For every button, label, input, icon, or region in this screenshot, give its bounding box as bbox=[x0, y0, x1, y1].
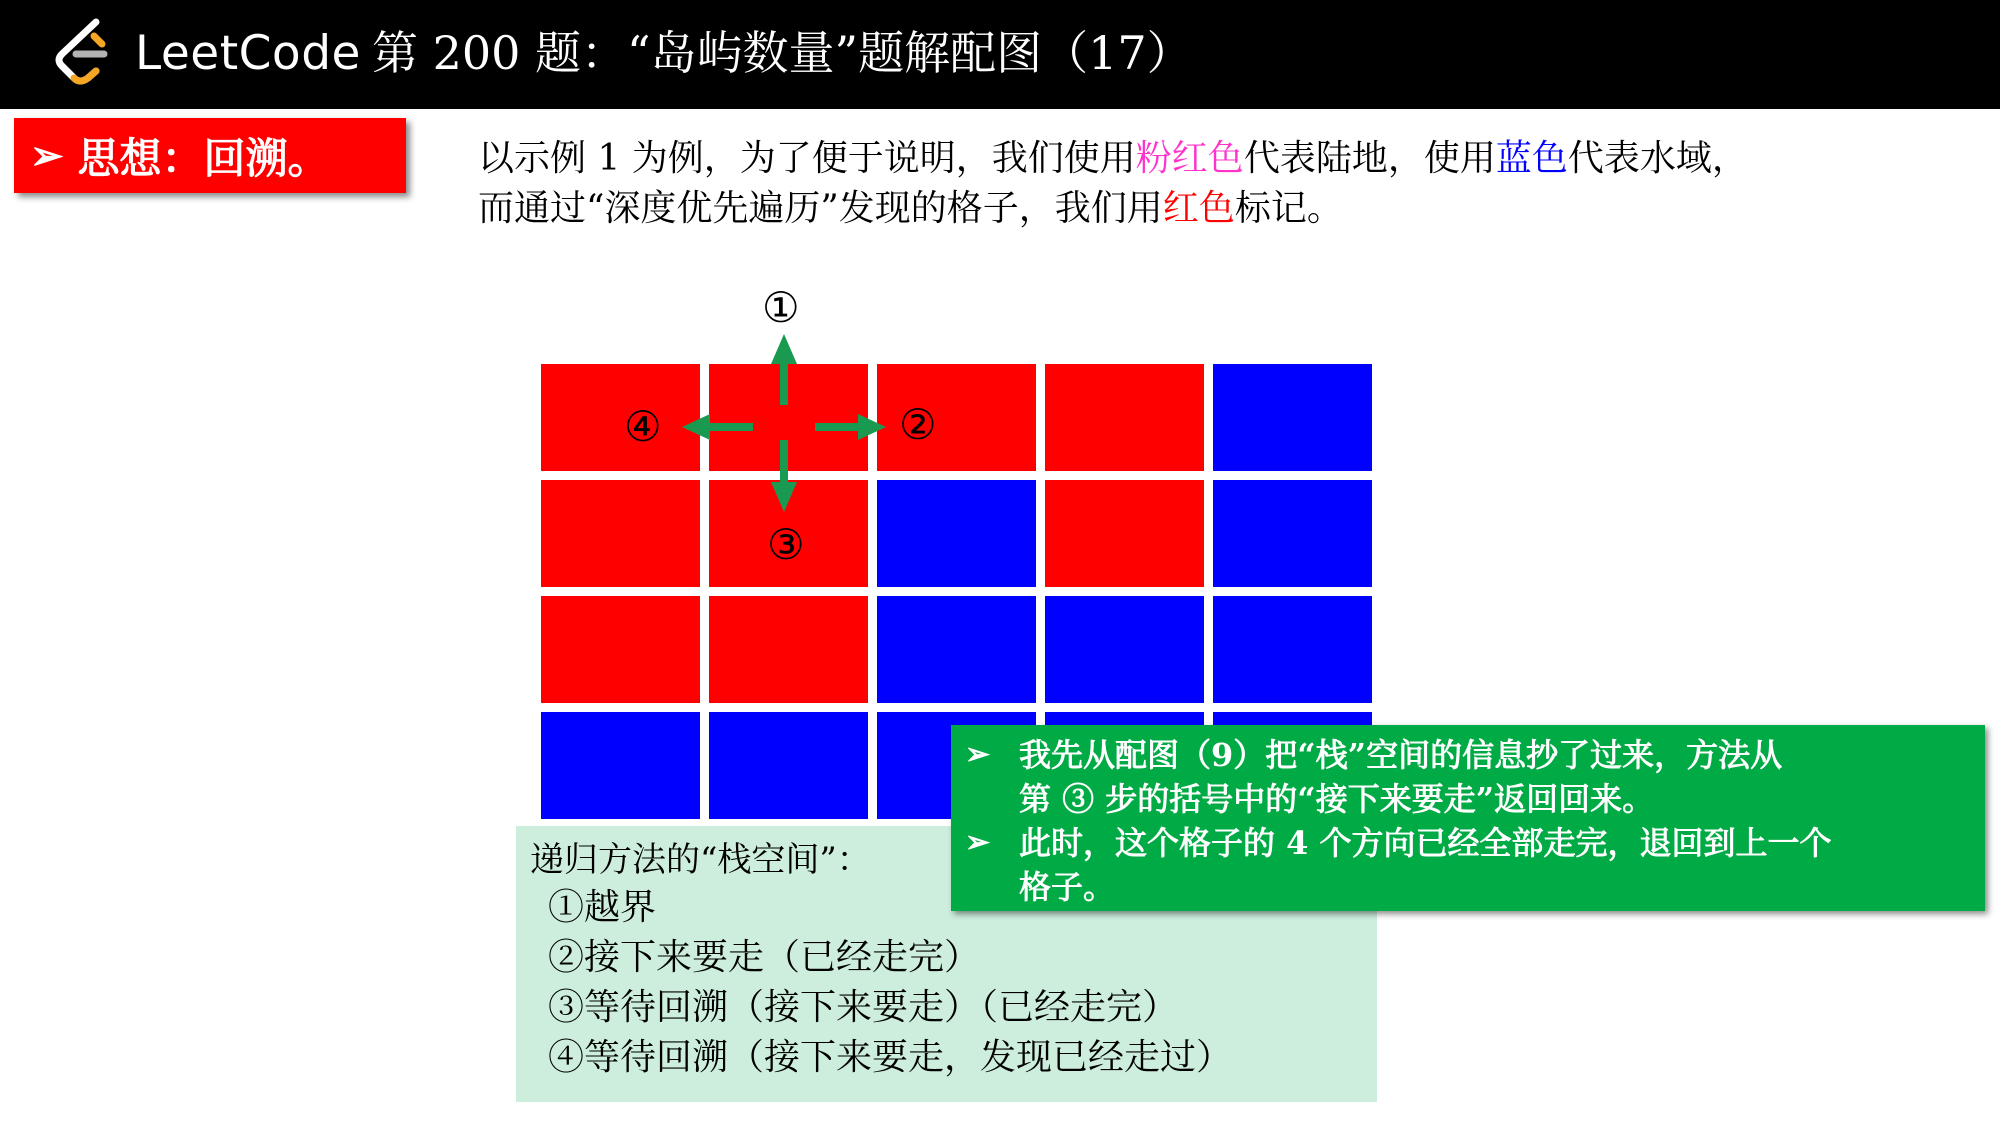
arrow-bullet-icon: ➢ bbox=[965, 825, 991, 860]
pink-keyword: 粉红色 bbox=[1135, 138, 1244, 179]
direction-label-right: ② bbox=[899, 400, 937, 449]
desc-text: 而通过“深度优先遍历”发现的格子，我们用 bbox=[478, 188, 1163, 229]
desc-text: 以示例 1 为例，为了便于说明，我们使用 bbox=[478, 138, 1136, 179]
grid-cell-red bbox=[541, 364, 700, 471]
desc-text: 标记。 bbox=[1234, 188, 1343, 229]
grid-cell-red bbox=[541, 596, 700, 703]
grid-cell-blue bbox=[1213, 364, 1372, 471]
red-keyword: 红色 bbox=[1162, 188, 1235, 229]
stack-item: ③等待回溯（接下来要走）（已经走完） bbox=[548, 987, 1179, 1028]
leetcode-logo-icon bbox=[52, 18, 118, 88]
stack-item: ④等待回溯（接下来要走，发现已经走过） bbox=[548, 1037, 1233, 1078]
direction-label-down: ③ bbox=[767, 520, 805, 569]
grid-cell-red bbox=[541, 480, 700, 587]
grid-cell-blue bbox=[709, 712, 868, 819]
direction-label-up: ① bbox=[762, 283, 800, 332]
grid-cell-blue bbox=[877, 596, 1036, 703]
note-line: 格子。 bbox=[1019, 868, 1116, 906]
header-bar bbox=[0, 0, 2000, 109]
description bbox=[478, 134, 1978, 234]
blue-keyword: 蓝色 bbox=[1495, 138, 1568, 179]
grid-cell-red bbox=[709, 596, 868, 703]
brand-name: LeetCode bbox=[135, 26, 361, 81]
note-line: 此时，这个格子的 4 个方向已经全部走完，退回到上一个 bbox=[1019, 824, 1832, 862]
stack-item: ①越界 bbox=[548, 887, 657, 928]
grid-cell-blue bbox=[1213, 480, 1372, 587]
description-line-2 bbox=[478, 184, 1978, 234]
stack-item: ②接下来要走（已经走完） bbox=[548, 937, 981, 978]
grid-cell-blue bbox=[877, 480, 1036, 587]
grid-cell-red bbox=[1045, 364, 1204, 471]
direction-label-left: ④ bbox=[624, 402, 662, 451]
grid-cell-blue bbox=[1213, 596, 1372, 703]
description-line-1 bbox=[478, 134, 1978, 184]
desc-text: 代表水域， bbox=[1567, 138, 1748, 179]
idea-tag bbox=[14, 118, 406, 193]
grid-cell-red bbox=[709, 364, 868, 471]
stack-title: 递归方法的“栈空间”： bbox=[530, 840, 871, 880]
explanation-note bbox=[951, 725, 1985, 911]
arrow-up-head bbox=[771, 334, 797, 364]
grid-cell-red bbox=[1045, 480, 1204, 587]
idea-label: 思想：回溯。 bbox=[77, 133, 330, 183]
arrow-bullet-icon: ➢ bbox=[30, 132, 64, 179]
note-line: 第 ③ 步的括号中的“接下来要走”返回回来。 bbox=[1019, 780, 1655, 818]
grid-cell-blue bbox=[1045, 596, 1204, 703]
note-line: 我先从配图（9）把“栈”空间的信息抄了过来，方法从 bbox=[1019, 736, 1783, 774]
desc-text: 代表陆地，使用 bbox=[1243, 138, 1496, 179]
page-title: 第 200 题：“岛屿数量”题解配图（17） bbox=[372, 26, 1193, 80]
arrow-bullet-icon: ➢ bbox=[965, 737, 991, 772]
grid-cell-blue bbox=[541, 712, 700, 819]
